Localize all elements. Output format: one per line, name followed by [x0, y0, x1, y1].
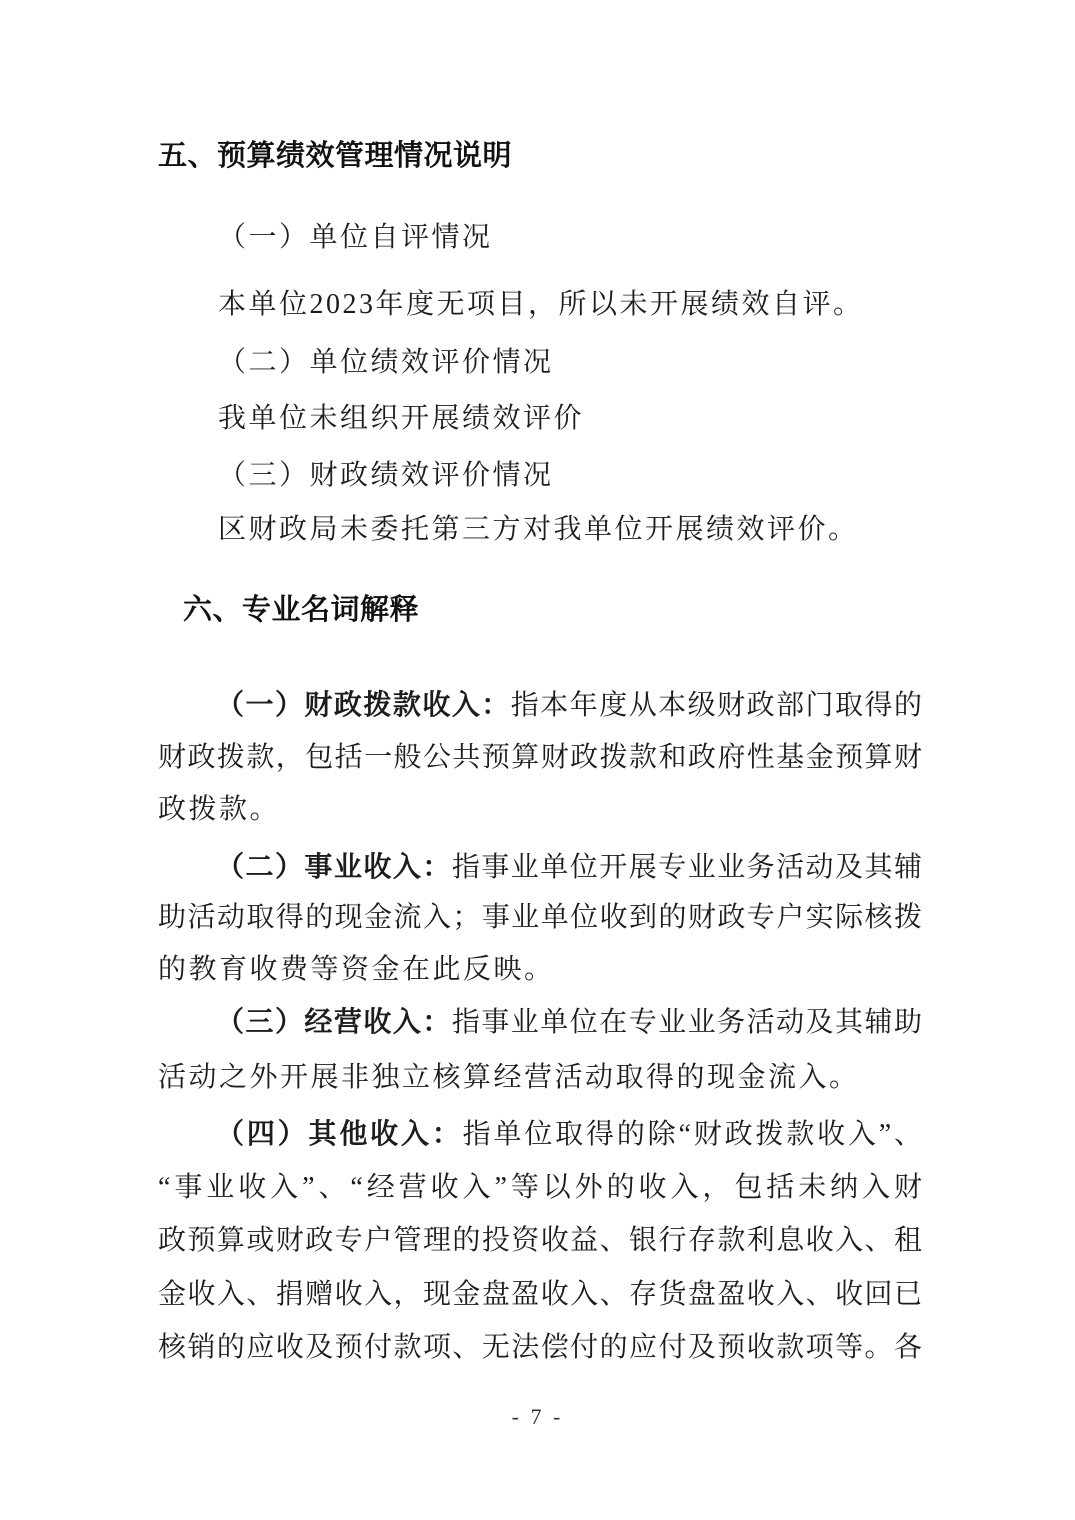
- term-definition-fiscal-appropriation-line1: [158, 688, 922, 723]
- section5-heading: 五、预算绩效管理情况说明: [158, 140, 513, 172]
- section5-subheading-2: （二）单位绩效评价情况: [218, 347, 554, 378]
- term-definition-other-income-line3: 政预算或财政专户管理的投资收益、银行存款利息收入、租: [158, 1225, 922, 1256]
- term-definition-other-income-line5: 核销的应收及预付款项、无法偿付的应付及预收款项等。各: [158, 1332, 922, 1363]
- term-definition-fiscal-appropriation-line3: 政拨款。: [158, 794, 281, 825]
- term-text: 指事业单位开展专业业务活动及其辅: [451, 852, 922, 883]
- term-definition-other-income-line4: 金收入、捐赠收入，现金盘盈收入、存货盘盈收入、收回已: [158, 1279, 922, 1310]
- term-text: 指本年度从本级财政部门取得的: [510, 690, 922, 721]
- section5-body-2: 我单位未组织开展绩效评价: [218, 403, 585, 434]
- section5-subheading-1: （一）单位自评情况: [218, 222, 493, 253]
- term-label: （一）财政拨款收入：: [216, 690, 511, 721]
- term-definition-operating-income-line1: [158, 1005, 922, 1040]
- term-label: （四）其他收入：: [216, 1119, 463, 1150]
- term-text: 指事业单位在专业业务活动及其辅助: [451, 1007, 922, 1038]
- page-number: - 7 -: [511, 1404, 564, 1429]
- term-definition-business-income-line2: 助活动取得的现金流入；事业单位收到的财政专户实际核拨: [158, 902, 922, 933]
- section5-body-1: 本单位2023年度无项目，所以未开展绩效自评。: [218, 289, 864, 320]
- section6-heading: 六、专业名词解释: [183, 594, 420, 626]
- term-label: （三）经营收入：: [216, 1007, 452, 1038]
- section5-subheading-3: （三）财政绩效评价情况: [218, 460, 554, 491]
- term-label: （二）事业收入：: [216, 852, 452, 883]
- term-definition-operating-income-line2: 活动之外开展非独立核算经营活动取得的现金流入。: [158, 1062, 860, 1093]
- term-definition-business-income-line1: [158, 850, 922, 885]
- section5-body-3: 区财政局未委托第三方对我单位开展绩效评价。: [218, 514, 859, 545]
- term-definition-business-income-line3: 的教育收费等资金在此反映。: [158, 954, 555, 985]
- term-definition-other-income-line1: [158, 1117, 922, 1152]
- term-definition-fiscal-appropriation-line2: 财政拨款，包括一般公共预算财政拨款和政府性基金预算财: [158, 742, 922, 773]
- term-text: 指单位取得的除“财政拨款收入”、: [462, 1119, 922, 1150]
- term-definition-other-income-line2: “事业收入”、“经营收入”等以外的收入，包括未纳入财: [158, 1172, 922, 1203]
